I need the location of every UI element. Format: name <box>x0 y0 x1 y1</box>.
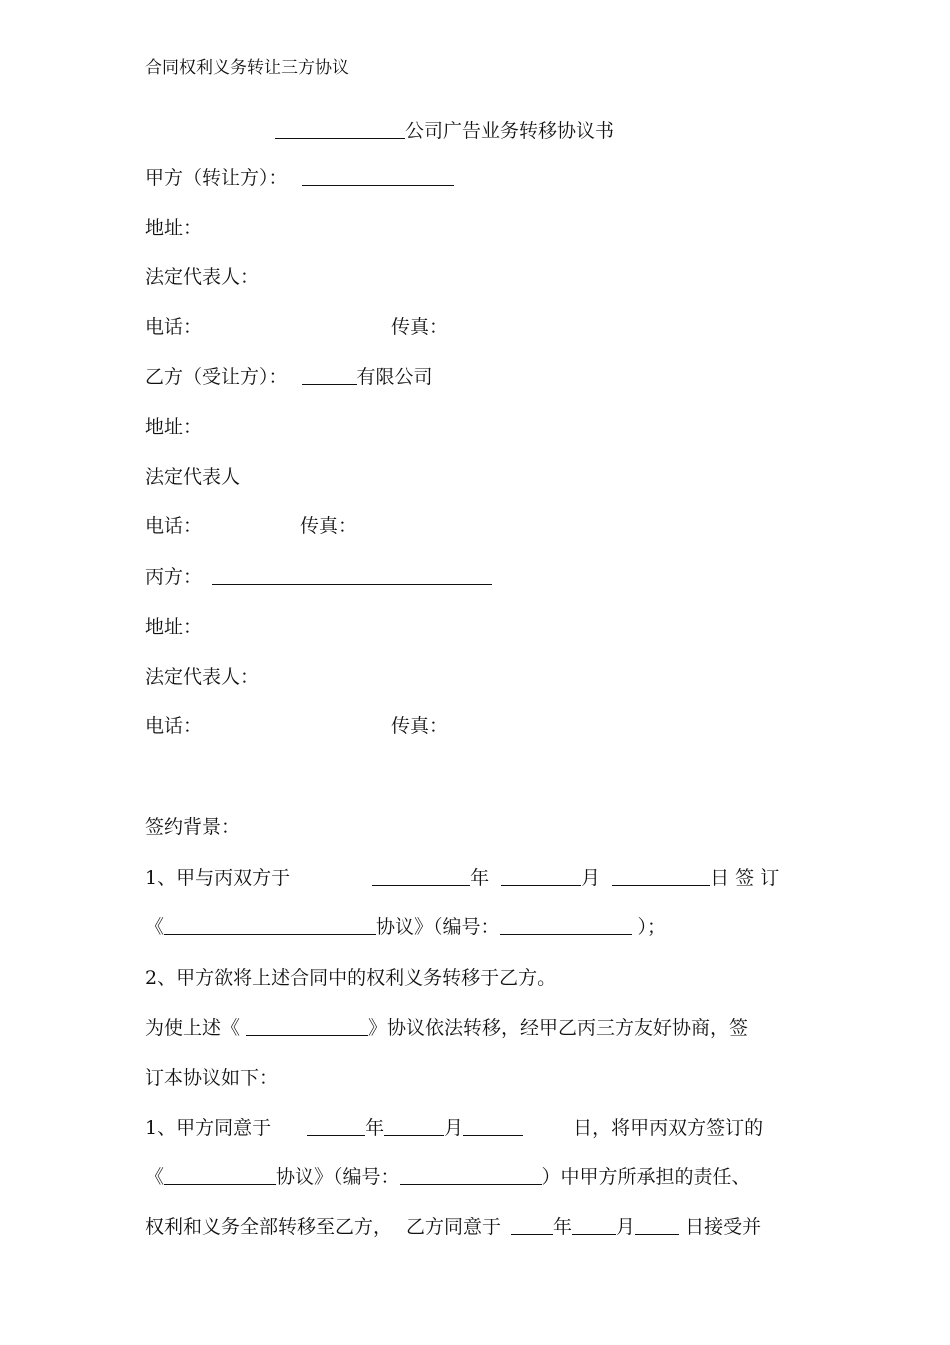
party-a-phone: 电话： <box>145 316 203 338</box>
document-title <box>275 116 614 143</box>
party-b-address: 地址： <box>145 416 203 438</box>
clause1-day2-label: 日接受并 <box>685 1216 762 1238</box>
clause1-prefix: 1、甲方同意于 <box>145 1117 272 1139</box>
clause1-month2-label: 月 <box>616 1216 636 1238</box>
party-a-contact <box>145 315 448 339</box>
background-para-line-2: 订本协议如下： <box>145 1067 279 1089</box>
clause1-line-1 <box>145 1116 763 1140</box>
party-c-address: 地址： <box>145 616 203 638</box>
clause1-tail: ）中甲方所承担的责任、 <box>541 1166 751 1188</box>
clause1-month-label: 月 <box>444 1117 464 1139</box>
clause1-day2-blank[interactable] <box>635 1216 679 1235</box>
month-label: 月 <box>581 867 601 889</box>
day-sign-label: 日 签 订 <box>710 867 780 889</box>
party-c-rep: 法定代表人： <box>145 666 260 688</box>
month-blank[interactable] <box>501 867 581 886</box>
party-c-line <box>145 565 492 589</box>
party-b-contact <box>145 514 357 538</box>
background-heading: 签约背景： <box>145 816 241 838</box>
party-a-line <box>145 166 454 190</box>
clause1-year-label: 年 <box>365 1117 385 1139</box>
para-b: 》协议依法转移，经甲乙丙三方友好协商，签 <box>368 1017 749 1039</box>
party-a-label: 甲方（转让方）： <box>145 167 288 189</box>
background-item-2: 2、甲方欲将上述合同中的权利义务转移于乙方。 <box>145 967 557 989</box>
year-label: 年 <box>470 867 490 889</box>
party-b-name-blank[interactable] <box>302 366 357 385</box>
clause1-day-blank[interactable] <box>463 1117 523 1136</box>
party-c-contact <box>145 714 448 738</box>
item1-prefix: 1、甲与丙双方于 <box>145 867 291 889</box>
party-c-name-blank[interactable] <box>212 566 492 585</box>
party-b-label: 乙方（受让方）： <box>145 366 288 388</box>
party-c-fax: 传真： <box>391 715 449 737</box>
background-para-line-1 <box>145 1016 748 1040</box>
party-a-address: 地址： <box>145 217 203 239</box>
clause1-agreement-blank[interactable] <box>164 1166 276 1185</box>
background-item-1 <box>145 866 779 890</box>
agreement-number-blank[interactable] <box>500 916 632 935</box>
party-c-label: 丙方： <box>145 566 203 588</box>
clause1-line-3 <box>145 1215 761 1239</box>
clause1-open-quote: 《 <box>145 1166 165 1188</box>
company-name-blank[interactable] <box>275 120 405 139</box>
day-blank[interactable] <box>612 867 710 886</box>
background-agreement-line <box>145 915 666 939</box>
open-quote: 《 <box>145 916 165 938</box>
title-text: 公司广告业务转移协议书 <box>405 120 615 142</box>
clause1-number-blank[interactable] <box>400 1166 542 1185</box>
clause1-day-text: 日，将甲丙双方签订的 <box>573 1117 764 1139</box>
clause1-month-blank[interactable] <box>384 1117 444 1136</box>
year-blank[interactable] <box>372 867 470 886</box>
party-b-rep: 法定代表人 <box>145 466 241 488</box>
party-b-line <box>145 365 433 389</box>
clause1-month2-blank[interactable] <box>572 1216 616 1235</box>
page-header: 合同权利义务转让三方协议 <box>145 58 349 78</box>
clause1-year2-label: 年 <box>553 1216 573 1238</box>
party-a-name-blank[interactable] <box>302 167 454 186</box>
party-b-fax: 传真： <box>300 515 358 537</box>
close-label: ）； <box>637 916 667 938</box>
agreement-label: 协议》（编号： <box>376 916 500 938</box>
party-b-suffix: 有限公司 <box>356 366 433 388</box>
party-a-fax: 传真： <box>391 316 449 338</box>
clause1-line-2 <box>145 1165 751 1189</box>
party-c-phone: 电话： <box>145 715 203 737</box>
party-a-rep: 法定代表人： <box>145 266 260 288</box>
clause1-year2-blank[interactable] <box>511 1216 553 1235</box>
para-a: 为使上述《 <box>145 1017 241 1039</box>
clause1-agreement-label: 协议》（编号： <box>276 1166 400 1188</box>
agreement-name-blank[interactable] <box>164 916 376 935</box>
clause1-year-blank[interactable] <box>307 1117 365 1136</box>
clause1-line3a: 权利和义务全部转移至乙方， <box>145 1216 393 1238</box>
agreement-ref-blank[interactable] <box>246 1017 368 1036</box>
clause1-line3b: 乙方同意于 <box>406 1216 502 1238</box>
party-b-phone: 电话： <box>145 515 203 537</box>
